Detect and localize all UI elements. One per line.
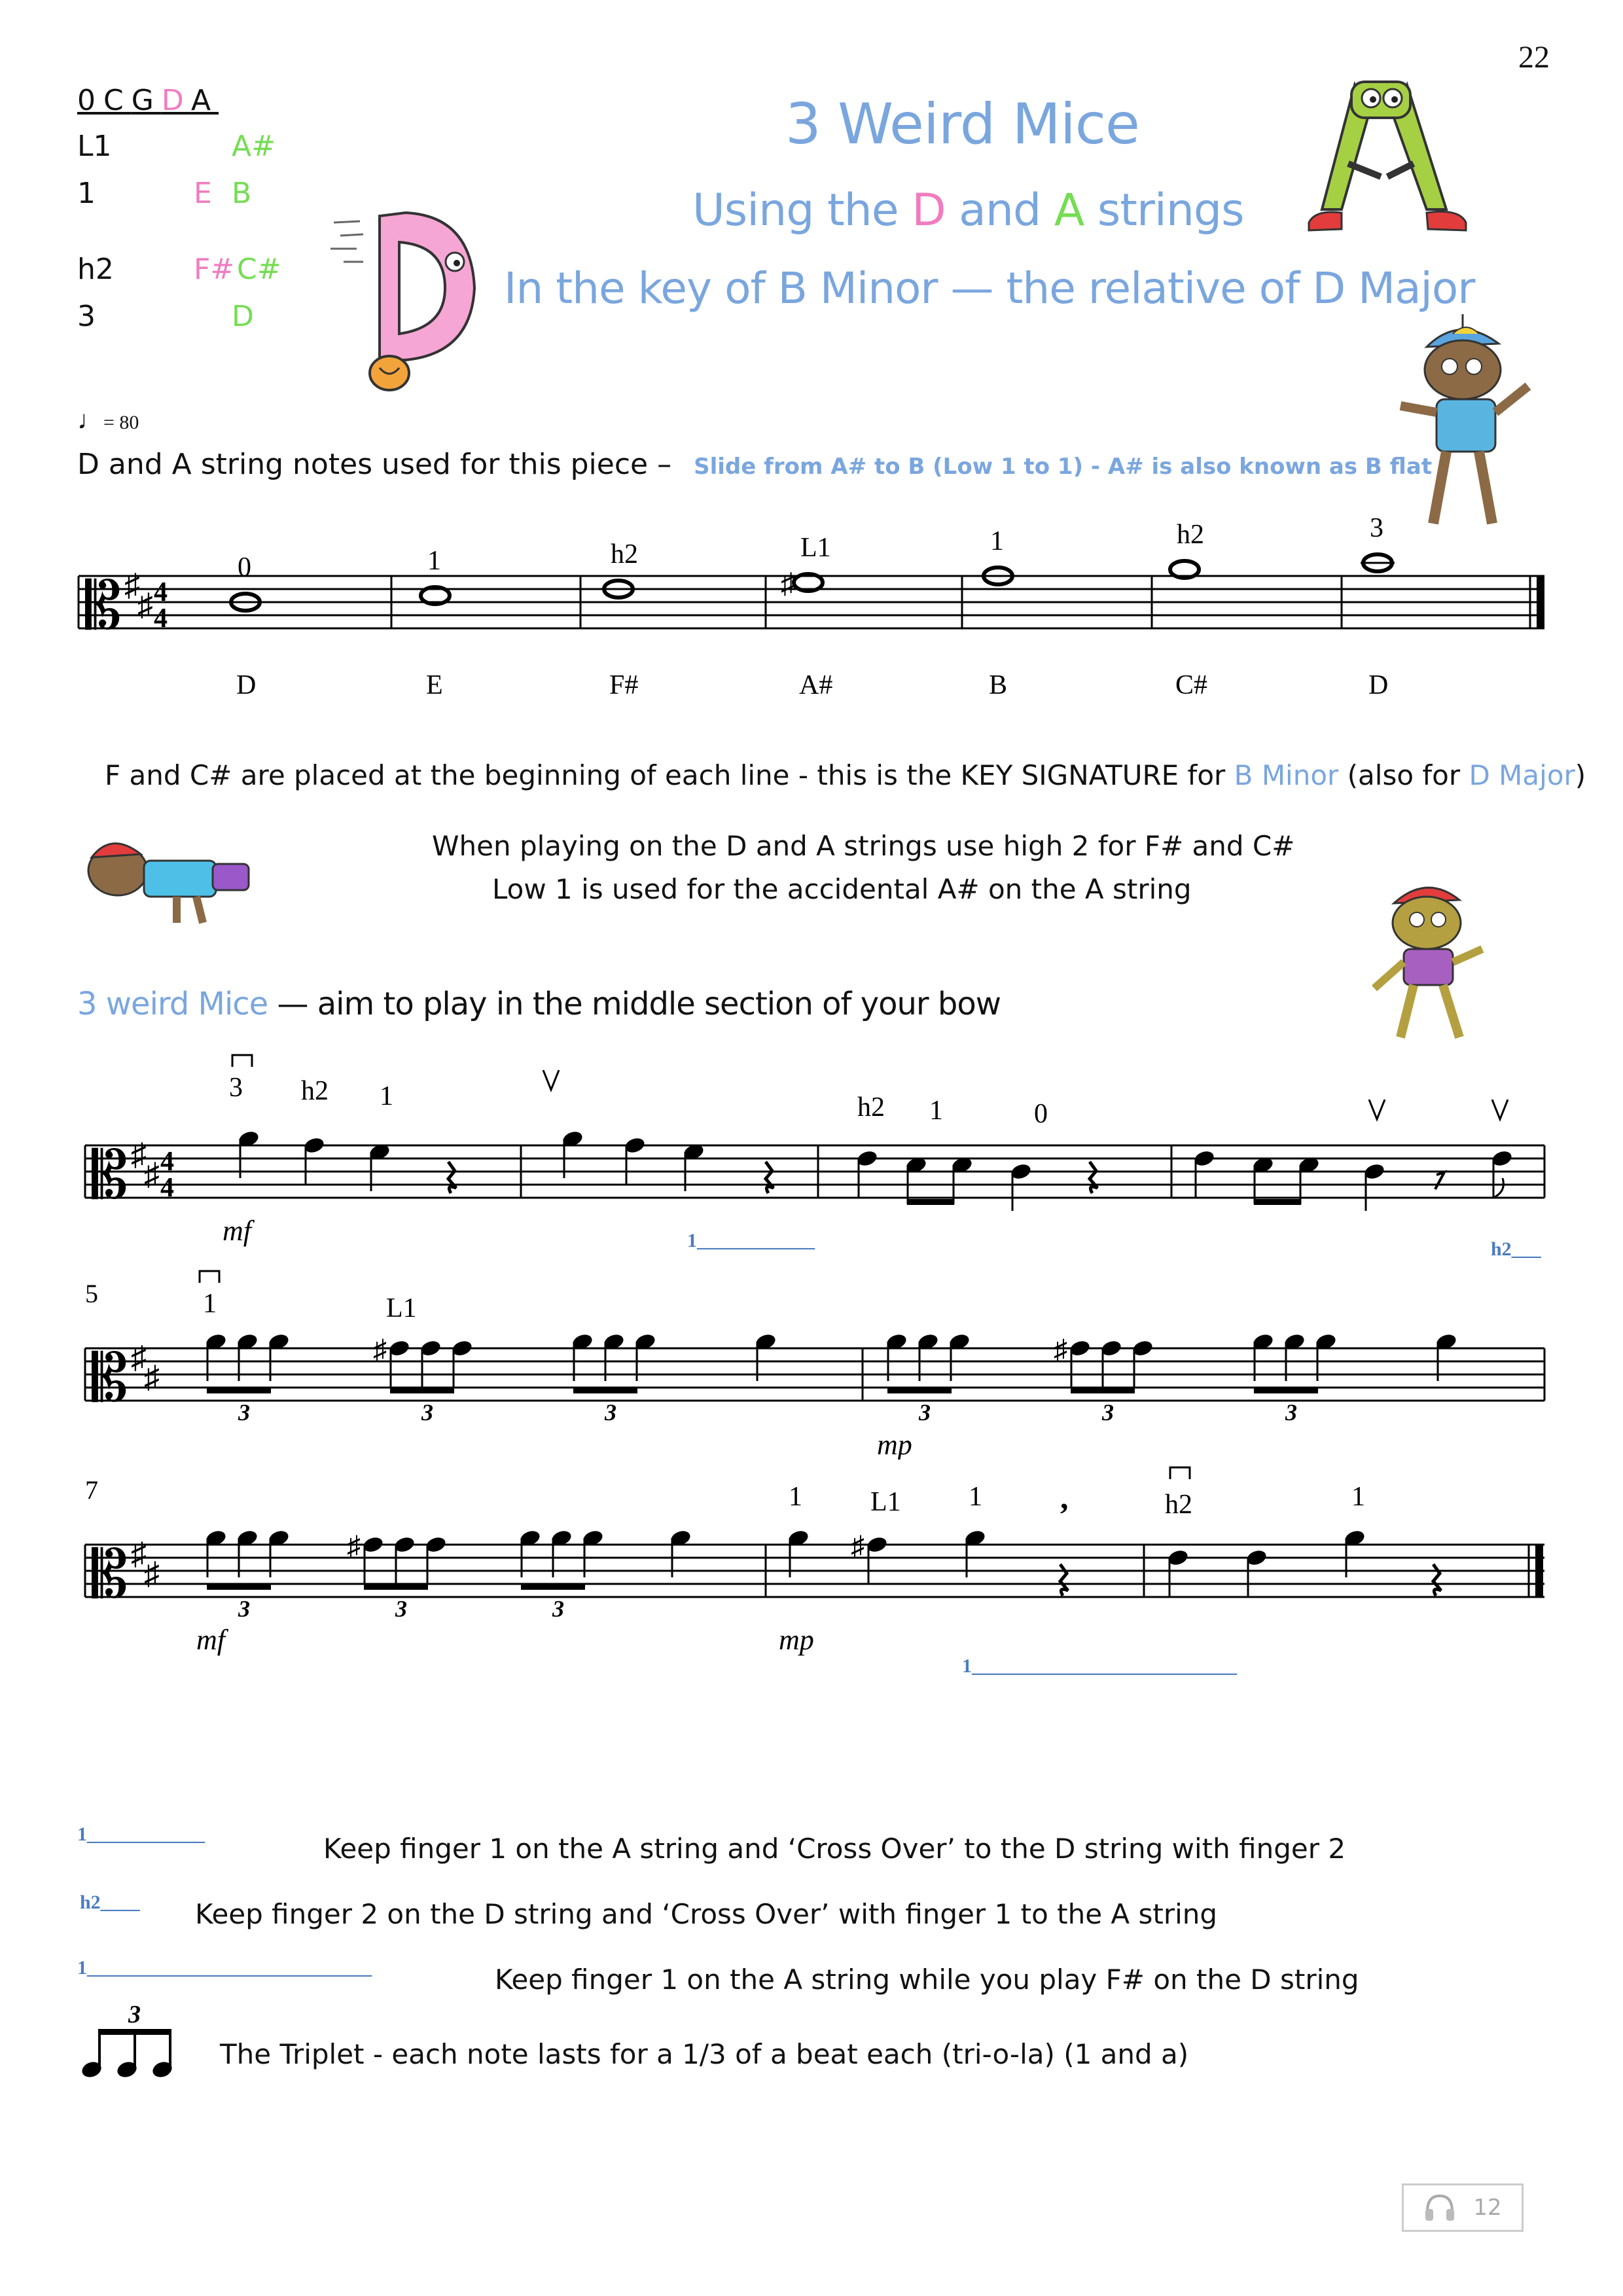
quarter-rest-icon xyxy=(1060,1564,1068,1596)
beam xyxy=(364,1584,428,1590)
legend-mark-3: 1_____________________________ xyxy=(77,1957,372,1979)
beam xyxy=(573,1388,637,1393)
key-signature-text: F and C# are placed at the beginning of each line - this is the KEY SIGNATURE for B Minor (also for D Major) xyxy=(105,759,1586,791)
dynamic-mark: mf xyxy=(223,1215,251,1247)
headphones-icon xyxy=(1423,2193,1456,2222)
sharp-icon: ♯ xyxy=(851,1532,865,1562)
finger-number: 1 xyxy=(969,1482,982,1512)
triplet-number: 3 xyxy=(238,1596,250,1622)
note-name: C# xyxy=(1175,670,1208,700)
finger-number: h2 xyxy=(1165,1490,1192,1520)
beam xyxy=(207,1584,271,1590)
finger-number: h2 xyxy=(1177,520,1204,550)
finger-number: 1 xyxy=(1351,1482,1365,1512)
alto-clef-icon: 𝄡 xyxy=(92,1139,128,1212)
chart-row: 1 E B xyxy=(77,177,252,210)
page-number: 22 xyxy=(1518,40,1550,75)
triplet-number: 3 xyxy=(238,1399,250,1426)
finger-number: L1 xyxy=(386,1293,417,1323)
finger-number: 3 xyxy=(1370,513,1383,543)
sharp-icon: ♯ xyxy=(347,1532,361,1562)
finger-number: L1 xyxy=(870,1487,901,1517)
dynamic-mark: mp xyxy=(779,1624,814,1656)
breath-mark: , xyxy=(1060,1479,1069,1516)
sharp-icon: ♯ xyxy=(131,1340,147,1375)
mouse-character-2 xyxy=(79,825,262,936)
sharp-icon: ♯ xyxy=(124,568,140,603)
svg-text:4: 4 xyxy=(160,1173,174,1203)
note-name: F# xyxy=(609,670,639,700)
note-name: D xyxy=(1368,670,1389,700)
strings-header: 0CGDA xyxy=(77,84,219,117)
sharp-icon: ♯ xyxy=(131,1537,147,1571)
subtitle-strings: Using the D and A strings xyxy=(692,185,1244,236)
audio-track-box[interactable] xyxy=(1402,2183,1524,2232)
time-signature: 4 xyxy=(154,577,168,607)
svg-text:3: 3 xyxy=(128,2001,141,2028)
finger-number: h2 xyxy=(857,1092,885,1122)
tempo-marking: ♩= 80 xyxy=(77,405,139,435)
finger-bracket: 1____________ xyxy=(687,1230,815,1251)
beam xyxy=(1254,1388,1318,1393)
measure-number: 5 xyxy=(85,1279,98,1308)
alto-clef-icon: 𝄡 xyxy=(85,570,122,643)
sharp-icon: ♯ xyxy=(131,1138,147,1172)
finger-number: h2 xyxy=(611,539,638,569)
sharp-icon: ♯ xyxy=(144,1157,160,1192)
score-system-3 xyxy=(72,1460,1564,1676)
beam xyxy=(907,1199,954,1205)
finger-number: 1 xyxy=(789,1482,802,1512)
alto-clef-icon: 𝄡 xyxy=(92,1342,128,1415)
info-line-1: When playing on the D and A strings use high 2 for F# and C# xyxy=(432,830,1295,862)
quarter-rest-icon xyxy=(448,1162,456,1193)
triplet-number: 3 xyxy=(552,1596,564,1622)
page-title: 3 Weird Mice xyxy=(785,92,1139,157)
sharp-icon: ♯ xyxy=(144,1360,160,1395)
measure-number: 7 xyxy=(85,1475,98,1505)
legend-text-1: Keep finger 1 on the A string and ‘Cross Over’ to the D string with finger 2 xyxy=(323,1833,1346,1865)
note-name: E xyxy=(426,670,443,700)
beam xyxy=(887,1388,952,1393)
eighth-rest-icon xyxy=(1435,1172,1444,1189)
piece-heading: 3 weird Mice — aim to play in the middle section of your bow xyxy=(77,986,1001,1022)
scale-staff xyxy=(72,504,1558,707)
finger-bracket: 1___________________________ xyxy=(962,1655,1237,1676)
quarter-rest-icon xyxy=(1433,1564,1441,1596)
beam xyxy=(1254,1199,1301,1205)
legend-mark-1: 1____________ xyxy=(77,1823,205,1845)
sharp-icon: ♯ xyxy=(373,1335,387,1365)
triplet-number: 3 xyxy=(395,1596,407,1622)
info-line-2: Low 1 is used for the accidental A# on the A string xyxy=(492,873,1192,905)
dynamic-mark: mf xyxy=(196,1624,225,1656)
finger-number: 1 xyxy=(380,1081,393,1111)
finger-number: 1 xyxy=(990,526,1004,556)
sharp-icon: ♯ xyxy=(144,1556,160,1591)
audio-track-number: 12 xyxy=(1473,2195,1502,2221)
score-system-1 xyxy=(72,1047,1564,1263)
beam xyxy=(521,1584,585,1590)
quarter-note-icon: ♩ xyxy=(77,405,103,435)
sharp-icon: ♯ xyxy=(781,567,795,600)
triplet-number: 3 xyxy=(421,1399,433,1426)
triplet-number: 3 xyxy=(919,1399,931,1426)
finger-number: h2 xyxy=(301,1076,329,1106)
finger-number: 0 xyxy=(238,552,251,583)
beam xyxy=(207,1388,271,1393)
legend-text-2: Keep finger 2 on the D string and ‘Cross Over’ with finger 1 to the A string xyxy=(195,1898,1218,1930)
triplet-number: 3 xyxy=(1102,1399,1114,1426)
letter-a-character xyxy=(1276,79,1499,255)
triplet-icon xyxy=(77,1996,195,2081)
svg-text:4: 4 xyxy=(160,1147,174,1177)
note-name: D xyxy=(236,670,257,700)
chart-row: h2 F# C# xyxy=(77,253,281,286)
legend-text-3: Keep finger 1 on the A string while you play F# on the D string xyxy=(495,1964,1359,1996)
chart-row: 3 D xyxy=(77,300,254,333)
note-name: A# xyxy=(799,670,833,700)
triplet-text: The Triplet - each note lasts for a 1/3 of a beat each (tri-o-la) (1 and a) xyxy=(220,2038,1189,2070)
triplet-number: 3 xyxy=(605,1399,616,1426)
finger-bracket: h2___ xyxy=(1491,1238,1541,1260)
beam xyxy=(1071,1388,1135,1393)
chart-row: L1 A# xyxy=(77,130,276,163)
legend-mark-2: h2____ xyxy=(80,1892,140,1913)
finger-number: 1 xyxy=(203,1289,217,1319)
down-bow-icon xyxy=(1170,1467,1190,1479)
alto-clef-icon: 𝄡 xyxy=(92,1539,128,1611)
down-bow-icon xyxy=(200,1271,219,1283)
sharp-icon: ♯ xyxy=(137,588,153,622)
subtitle-key: In the key of B Minor — the relative of D Major xyxy=(504,263,1475,314)
notes-intro: D and A string notes used for this piece – Slide from A# to B (Low 1 to 1) - A# is also known as B flat xyxy=(77,448,1433,481)
finger-number: 1 xyxy=(929,1096,943,1126)
beam xyxy=(390,1388,454,1393)
quarter-rest-icon xyxy=(766,1162,774,1193)
letter-d-character xyxy=(327,196,484,393)
quarter-rest-icon xyxy=(1090,1162,1097,1193)
dynamic-mark: mp xyxy=(877,1429,912,1460)
finger-number: 3 xyxy=(229,1073,243,1103)
note-name: B xyxy=(989,670,1008,700)
sharp-icon: ♯ xyxy=(1054,1335,1067,1365)
finger-number: L1 xyxy=(800,533,831,563)
triplet-number: 3 xyxy=(1285,1399,1297,1426)
finger-number: 1 xyxy=(427,546,441,576)
score-system-2 xyxy=(72,1263,1564,1460)
finger-number: 0 xyxy=(1034,1099,1048,1129)
strings-chart xyxy=(77,84,300,347)
time-signature: 4 xyxy=(154,603,168,634)
slide-note: Slide from A# to B (Low 1 to 1) - A# is also known as B flat xyxy=(694,454,1433,480)
mouse-character-3 xyxy=(1361,870,1492,1047)
